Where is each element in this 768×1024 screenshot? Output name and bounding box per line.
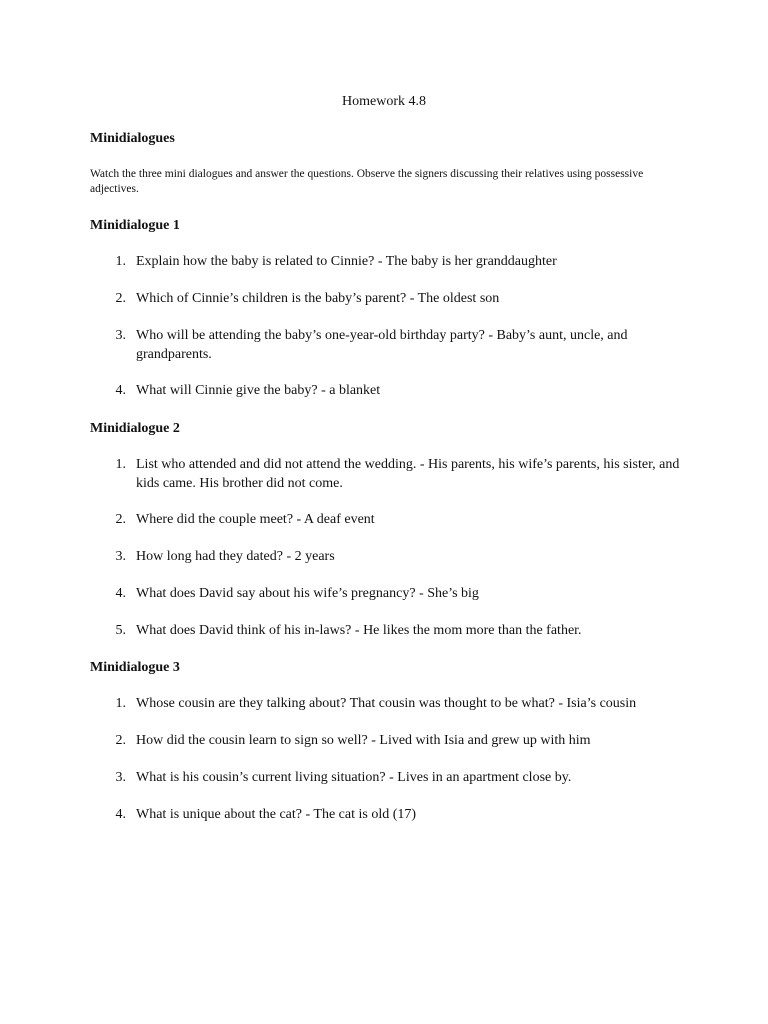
question-text: How long had they dated? - 2 years [136,549,335,564]
question-number: 4. [115,807,126,822]
question-text: Which of Cinnie’s children is the baby’s parent? - The oldest son [136,291,500,306]
question-number: 5. [115,623,126,638]
question-text: Whose cousin are they talking about? That cousin was thought to be what? - Isia’s cousin [136,696,637,711]
question-number: 3. [115,770,126,785]
question-number: 2. [115,512,126,527]
question-text: Who will be attending the baby’s one-year-old birthday party? - Baby’s aunt, uncle, and grandparents. [136,328,628,362]
question-number: 3. [115,328,126,343]
instructions-paragraph: Watch the three mini dialogues and answer the questions. Observe the signers discussing their relatives using possessive adjectives. [90,168,644,195]
section-heading-2: Minidialogue 2 [90,421,180,436]
main-heading: Minidialogues [90,131,175,146]
document-title: Homework 4.8 [342,94,426,109]
question-number: 3. [115,549,126,564]
question-number: 1. [115,254,126,269]
question-number: 4. [115,586,126,601]
question-text: What does David think of his in-laws? - He likes the mom more than the father. [136,623,582,638]
question-number: 1. [115,457,126,472]
question-text: How did the cousin learn to sign so well? - Lived with Isia and grew up with him [136,733,591,748]
question-text: List who attended and did not attend the wedding. - His parents, his wife’s parents, his sister, and kids came. His brother did not come. [136,457,680,491]
question-number: 1. [115,696,126,711]
question-number: 2. [115,291,126,306]
question-number: 2. [115,733,126,748]
question-text: What is his cousin’s current living situation? - Lives in an apartment close by. [136,770,572,785]
section-heading-3: Minidialogue 3 [90,660,180,675]
question-number: 4. [115,383,126,398]
question-text: What is unique about the cat? - The cat is old (17) [136,807,417,822]
question-text: Where did the couple meet? - A deaf event [136,512,375,527]
question-text: Explain how the baby is related to Cinnie? - The baby is her granddaughter [136,254,557,269]
section-heading-1: Minidialogue 1 [90,218,180,233]
question-text: What does David say about his wife’s pregnancy? - She’s big [136,586,479,601]
question-text: What will Cinnie give the baby? - a blanket [136,383,381,398]
